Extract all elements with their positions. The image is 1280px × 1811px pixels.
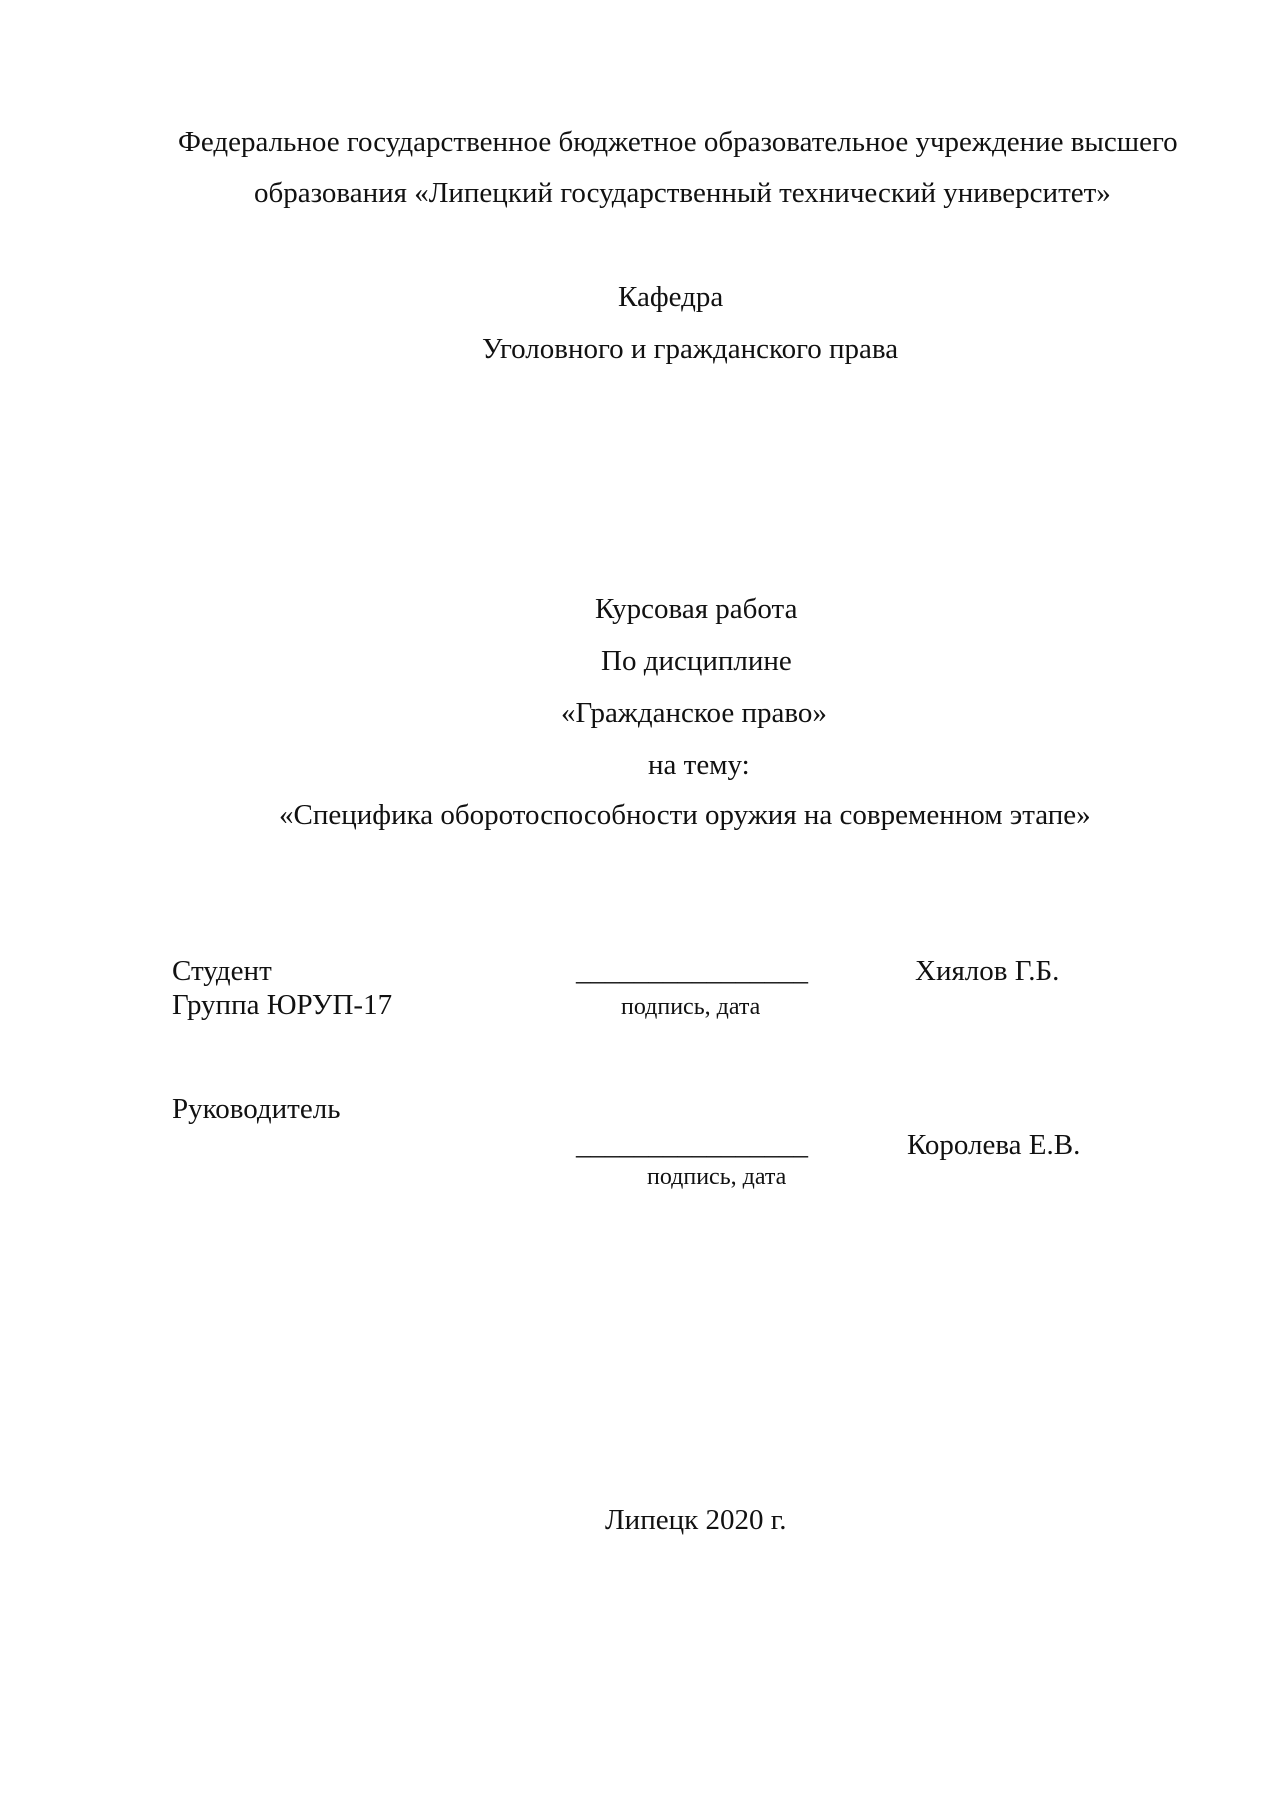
city-year: Липецк 2020 г.	[605, 1504, 787, 1536]
student-name: Хиялов Г.Б.	[915, 955, 1060, 987]
supervisor-name: Королева Е.В.	[907, 1129, 1081, 1161]
student-signature-caption: подпись, дата	[621, 994, 761, 1020]
supervisor-label: Руководитель	[172, 1093, 341, 1125]
work-type: Курсовая работа	[595, 593, 798, 625]
department-name: Уголовного и гражданского права	[482, 333, 899, 365]
department-label: Кафедра	[618, 281, 724, 313]
supervisor-signature-line: ________________	[576, 1129, 808, 1161]
student-label: Студент	[172, 955, 272, 987]
topic-name: «Специфика оборотоспособности оружия на современном этапе»	[279, 799, 1091, 831]
institution-line-2: образования «Липецкий государственный технический университет»	[254, 177, 1111, 209]
discipline-label: По дисциплине	[601, 645, 792, 677]
discipline-name: «Гражданское право»	[561, 697, 827, 729]
student-group: Группа ЮРУП-17	[172, 989, 393, 1021]
student-signature-line: ________________	[576, 955, 808, 987]
supervisor-signature-caption: подпись, дата	[647, 1164, 787, 1190]
topic-label: на тему:	[648, 749, 750, 781]
institution-line-1: Федеральное государственное бюджетное образовательное учреждение высшего	[178, 126, 1178, 158]
